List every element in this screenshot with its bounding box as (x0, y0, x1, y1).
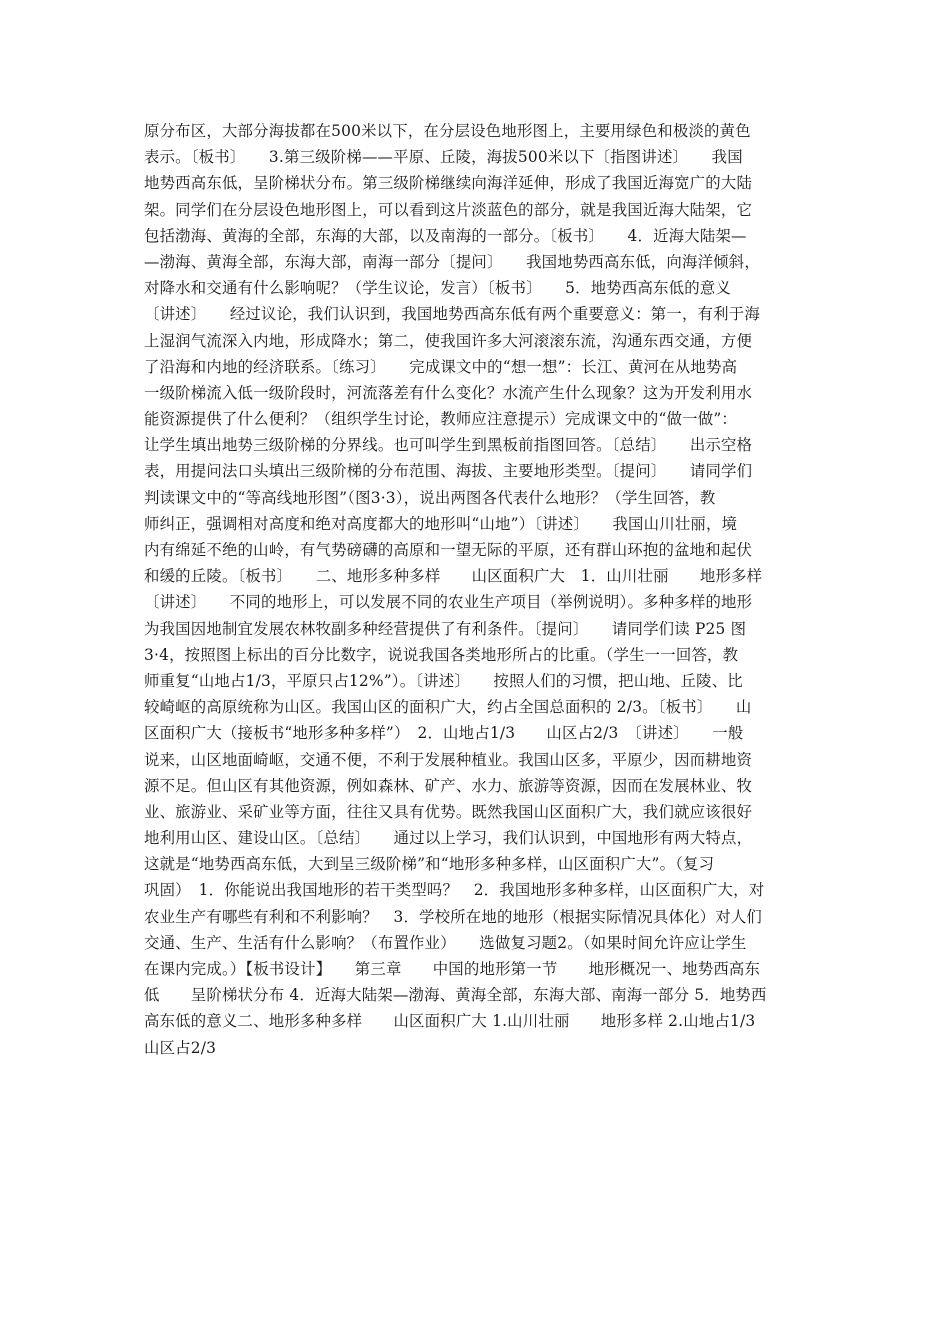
text-line: 架。同学们在分层设色地形图上，可以看到这片淡蓝色的部分，就是我国近海大陆架，它 (144, 200, 753, 219)
text-line: 表，用提问法口头填出三级阶梯的分布范围、海拔、主要地形类型。〔提问〕 请同学们 (144, 462, 753, 481)
text-line: 原分布区，大部分海拔都在500米以下，在分层设色地形图上，主要用绿色和极淡的黄色 (144, 122, 751, 140)
text-line: 内有绵延不绝的山岭，有气势磅礴的高原和一望无际的平原，还有群山环抱的盆地和起伏 (144, 541, 753, 559)
text-line: 判读课文中的“等高线地形图”（图3·3），说出两图各代表什么地形？（学生回答，教 (144, 488, 716, 507)
text-line: 高东低的意义二、地形多种多样 山区面积广大 1.山川壮丽 地形多样 2.山地占1/3 (144, 1012, 756, 1031)
text-line: 和缓的丘陵。〔板书〕 二、地形多种多样 山区面积广大 1．山川壮丽 地形多样 (144, 567, 763, 586)
text-line: 上湿润气流深入内地，形成降水；第二，使我国许多大河滚滚东流，沟通东西交通，方便 (144, 331, 753, 350)
text-line: 〔讲述〕 经过议论，我们认识到，我国地势西高东低有两个重要意义：第一，有利于海 (144, 305, 760, 324)
text-line: 师重复“山地占1/3，平原只占12%”）。〔讲述〕 按照人们的习惯，把山地、丘陵、比 (144, 671, 743, 690)
text-line: 让学生填出地势三级阶梯的分界线。也可叫学生到黑板前指图回答。〔总结〕 出示空格 (144, 436, 753, 455)
text-line: 对降水和交通有什么影响呢？（学生议论，发言）〔板书〕 5．地势西高东低的意义 (144, 279, 732, 298)
text-line: 巩固） 1．你能说出我国地形的若干类型吗？ 2．我国地形多种多样，山区面积广大，对 (144, 881, 765, 900)
text-line: 交通、生产、生活有什么影响？（布置作业） 选做复习题2。（如果时间允许应让学生 (144, 933, 747, 952)
text-line: 山区占2/3 (144, 1038, 217, 1057)
text-line: 较崎岖的高原统称为山区。我国山区的面积广大，约占全国总面积的 2/3。〔板书〕 山 (144, 698, 752, 717)
text-line: 〔讲述〕 不同的地形上，可以发展不同的农业生产项目（举例说明）。多种多样的地形 (144, 593, 753, 612)
text-line: 为我国因地制宜发展农林牧副多种经营提供了有利条件。〔提问〕 请同学们读 P25 图 (144, 619, 747, 638)
text-line: 表示。〔板书〕 3.第三级阶梯——平原、丘陵，海拔500米以下〔指图讲述〕 我国 (144, 148, 743, 167)
text-line: 说来，山区地面崎岖，交通不便，不利于发展种植业。我国山区多，平原少，因而耕地资 (144, 750, 753, 769)
text-line: 源不足。但山区有其他资源，例如森林、矿产、水力、旅游等资源，因而在发展林业、牧 (144, 776, 753, 795)
text-line: 3·4，按照图上标出的百分比数字，说说我国各类地形所占的比重。（学生一一回答，教 (144, 645, 739, 664)
text-line: 区面积广大（接板书“地形多种多样”） 2．山地占1/3 山区占2/3 〔讲述〕 一般 (144, 724, 744, 743)
body-text (144, 118, 810, 1061)
text-line: —渤海、黄海全部，东海大部，南海一部分〔提问〕 我国地势西高东低，向海洋倾斜， (144, 252, 760, 271)
text-line: 农业生产有哪些有利和不利影响？ 3．学校所在地的地形（根据实际情况具体化）对人们 (144, 907, 763, 926)
text-line: 了沿海和内地的经济联系。〔练习〕 完成课文中的“想一想”：长江、黄河在从地势高 (144, 357, 738, 376)
text-line: 师纠正，强调相对高度和绝对高度都大的地形叫“山地”）〔讲述〕 我国山川壮丽，境 (144, 514, 738, 533)
text-line: 地利用山区、建设山区。〔总结〕 通过以上学习，我们认识到，中国地形有两大特点， (144, 829, 753, 848)
text-line: 一级阶梯流入低一级阶段时，河流落差有什么变化？水流产生什么现象？这为开发利用水 (144, 383, 753, 402)
text-line: 业、旅游业、采矿业等方面，往往又具有优势。既然我国山区面积广大，我们就应该很好 (144, 802, 753, 821)
text-line: 这就是“地势西高东低，大到呈三级阶梯”和“地形多种多样，山区面积广大”。（复习 (144, 855, 715, 874)
text-line: 低 呈阶梯状分布 4．近海大陆架—渤海、黄海全部，东海大部、南海一部分 5．地势西 (144, 986, 767, 1005)
text-line: 地势西高东低，呈阶梯状分布。第三级阶梯继续向海洋延伸，形成了我国近海宽广的大陆 (144, 174, 753, 193)
text-line: 能资源提供了什么便利？（组织学生讨论，教师应注意提示）完成课文中的“做一做”： (144, 410, 737, 429)
text-line: 包括渤海、黄海的全部，东海的大部，以及南海的一部分。〔板书〕 4．近海大陆架— (144, 226, 747, 245)
text-line: 在课内完成。）【板书设计】 第三章 中国的地形第一节 地形概况一、地势西高东 (144, 960, 761, 978)
